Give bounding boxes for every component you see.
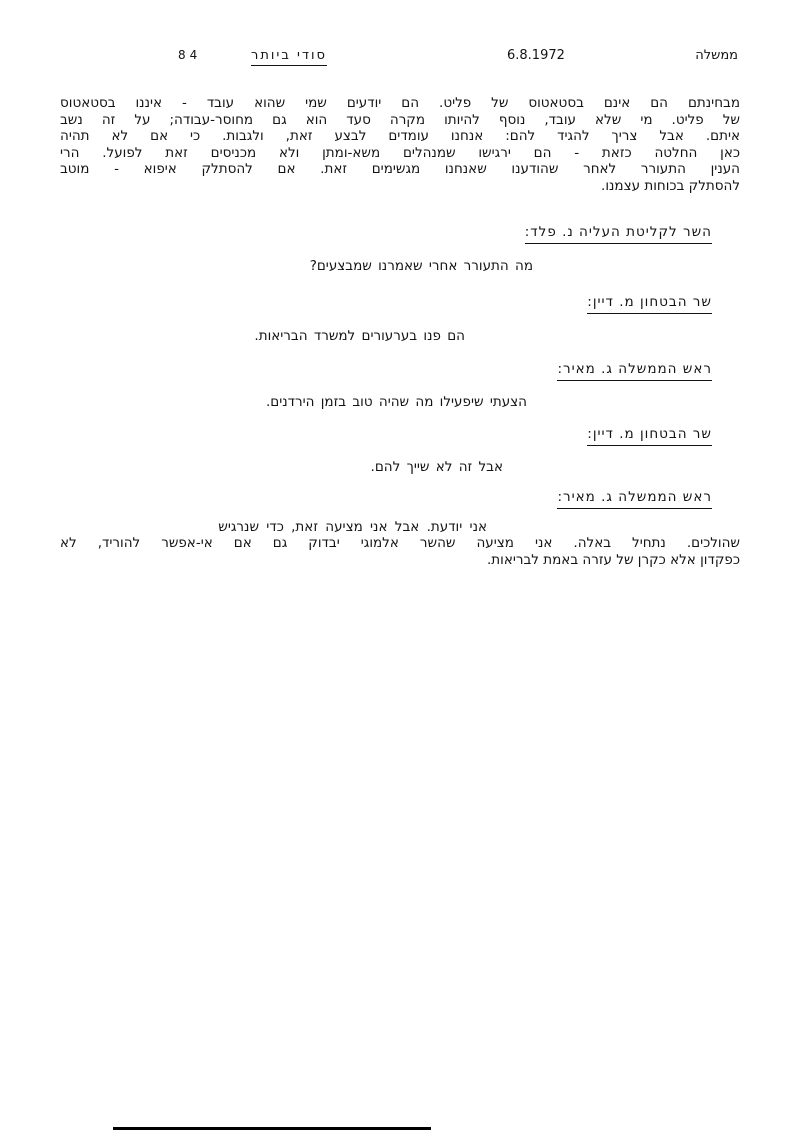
header-date: 6.8.1972	[507, 48, 565, 63]
speaker-heading-meir	[60, 361, 712, 381]
dialogue-line: מה התעורר אחרי שאמרנו שמבצעים?	[309, 257, 533, 274]
speaker-heading-meir	[60, 489, 712, 509]
document-body	[60, 95, 740, 568]
closing-paragraph	[60, 519, 740, 569]
header-classification-label: סודי ביותר	[251, 48, 327, 66]
speaker-name: ראש הממשלה ג. מאיר:	[557, 361, 712, 381]
paragraph-line: להסתלק בכוחות עצמנו.	[601, 177, 740, 194]
speaker-name: ראש הממשלה ג. מאיר:	[557, 489, 712, 509]
dialogue-line: הצעתי שיפעילו מה שהיה טוב בזמן הירדנים.	[265, 393, 527, 410]
paragraph-line: הענין התעורר לאחר שהודענו שאנחנו מגשימים זאת. אם להסתלק איפוא - מוטב	[60, 161, 740, 177]
speaker-name: שר הבטחון מ. דיין:	[587, 294, 712, 314]
paragraph-line: מבחינתם הם אינם בסטאטוס של פליט. הם יודעים שמי שהוא עובד - איננו בסטאטוס	[60, 95, 740, 111]
paragraph-line: של פליט. מי שלא עובד, נוסף להיותו מקרה סעד הוא גם מחוסר-עבודה; על זה נשב	[60, 111, 740, 128]
speaker-heading-peled	[60, 224, 712, 244]
speaker-name: שר הבטחון מ. דיין:	[587, 426, 712, 446]
paragraph-line: איתם. אבל צריך להגיד להם: אנחנו עומדים לבצע זאת, ולגבות. כי אם לא תהיה	[60, 128, 740, 144]
dialogue-line: הם פנו בערעורים למשרד הבריאות.	[254, 327, 465, 344]
speaker-heading-dayan	[60, 294, 712, 314]
paragraph-line: אני יודעת. אבל אני מציעה זאת, כדי שנרגיש	[218, 518, 487, 535]
opening-paragraph	[60, 95, 740, 194]
header-page-number: 84	[178, 48, 202, 62]
paragraph-line: כאן החלטה כזאת - הם ירגישו שמנהלים משא-ומתן ולא מכניסים זאת לפועל. הרי	[60, 144, 740, 161]
paragraph-line: שהולכים. נתחיל באלה. אני מציעה שהשר אלמוגי יבדוק גם אם אי-אפשר להוריד, לא	[60, 535, 740, 551]
header-ministry-label: ממשלה	[695, 48, 738, 63]
scan-artifact-line	[113, 1127, 431, 1130]
speaker-name: השר לקליטת העליה נ. פלד:	[525, 224, 712, 244]
speaker-heading-dayan	[60, 426, 712, 446]
paragraph-line: כפקדון אלא כקרן של עזרה באמת לבריאות.	[486, 551, 740, 568]
dialogue-line: אבל זה לא שייך להם.	[370, 458, 503, 475]
page-header	[0, 48, 800, 68]
